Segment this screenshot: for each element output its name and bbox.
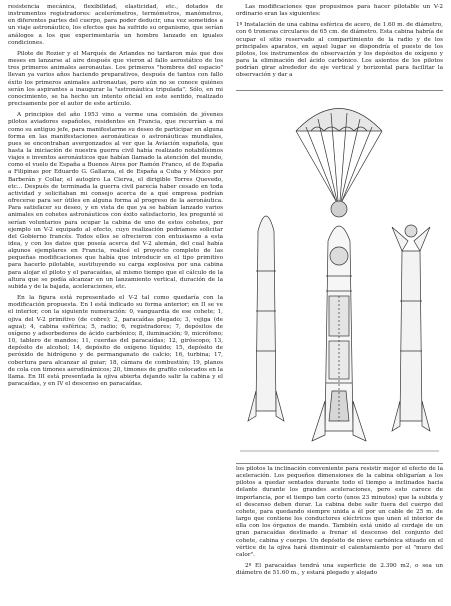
paragraph: Pilote de Rozier y el Marqués de Arlandes no tardaron más que dos meses en lanzarse al aire después que vieron al fallo aerostático de los tres primeros animales aeronautas. Los primeros "hombres del espacio" llevan ya varios años haciendo preparativos, después de tantos con fallo éxito los primeros animales astronautas, pero aún no se conoce quiénes serán los aspirantes a inaugurar la "astronáutica tripulada". Sólo, en mi conocimiento, se ha hecho un intento oficial en este sentido, realizado precisamente por el autor de este artículo.	[8, 50, 223, 108]
cabin-sphere	[331, 201, 347, 217]
rocket-section-ii	[312, 226, 366, 441]
paragraph: los pilotos la inclinación conveniente para resistir mejor el efecto de la aceleración. Los pequeños dimensiones de la cabina obligarían a los pilotos a quedar sentados durante todo el tiempo a inclinados hacia delante durante los grandes aceleraciones, pero esto carece de importancia, por el tiempo tan corto (unos 23 minutos) que la subida y el descenso deben durar. La cabina debe salir fuera del cuerpo del cohete, para quedando siempre unida a él por un cable de 25 m. de largo que contiene los conductores eléctricos que unen el interior de ella con los órganos de mando. También está unido al cordaje de un gran paracaídas destinado a frenar el descenso del conjunto del cohete, cabina y cuerpo. Un depósito de nieve carbónica situado en el vértice de la ojiva hará disminuir el calentamiento por el "muro del calor".	[236, 466, 443, 558]
paragraph: 1º Instalación de una cabina esférica de acero, de 1.60 m. de diámetro, con 6 troneras circulares de 65 cm. de diámetro. Esta cabina habría de ocupar el sitio reservado al compartimiento de la radio y de los principales aparatos, en aquel lugar se dispondría el puesto de los pilotos, los instrumentos de observación y los depósitos de oxígeno y para la eliminación del ácido carbónico. Los asientos de los pilotos podrían girar alrededor de eje vertical y horizontal para facilitar la observación y dar a	[236, 22, 443, 79]
right-column-bottom	[236, 466, 443, 581]
rocket-open-iii	[392, 225, 430, 431]
paragraph: En la figura está representado el V-2 tal como quedaría con la modificación propuesta. En I está indicado su forma anterior; en II se ve el interior, con la siguiente numeración: 0, vanguardia de ese cohete; 1, ojiva del V-2 primitivo (de cobre); 2, paracaídas plegado; 3, vejiga (de agua); 4, cabina esférica; 5, radio; 6, registradores; 7, depósitos de oxígeno y adsorbedores de ácido carbónico; 8, iluminación; 9, micrófono; 10, tablero de mandos; 11, cuerdas del paracaídas; 12, giróscopo; 13, depósito de alcohol; 14, depósito de oxígeno líquido; 15, depósito de peróxido de hidrógeno y de permanganato de calcio; 16, turbina; 17, cobertura para alcanzar al guiar; 18, cámara de combustión; 19, planos de cola con timones aerodinámicos; 20, timones de grafito colocados en la llama. En III está presentada la ojiva abierta dejando salir la cabina y el paracaídas, y en IV el descenso en paracaídas.	[8, 295, 223, 387]
rocket-outline-i	[248, 216, 284, 421]
paragraph: Las modificaciones que propusimos para hacer pilotable un V-2 ordinario eran las siguientes:	[236, 4, 443, 18]
paragraph: resistencia mecánica, flexibilidad, elasticidad, etc., dotados de instrumentos registradores: acelerómetros, termómetros, manómetros, en diferentes partes del cuerpo, para poder deducir, una vez sometidos a un viaje astronáutico, los efectos que ha sufrido su organismo, que serían análogos a los que experimentaría un hombre lanzado en iguales condiciones.	[8, 4, 223, 46]
parachute-illustration	[296, 109, 382, 202]
v2-rocket-figure	[236, 90, 443, 464]
right-column-top	[236, 4, 443, 84]
paragraph: 2º El paracaídas tendrá una superficie de 2.390 m2, o sea un diámetro de 51.60 m., y estará plegado y alojado	[236, 563, 443, 577]
rocket-diagram-svg	[236, 91, 443, 463]
left-column	[8, 4, 223, 392]
paragraph: A principios del año 1953 vino a verme una comisión de jóvenes pilotos aviadores españoles, residentes en Francia, que recurrían a mí como su antiguo jefe, para manifestarme su deseo de participar en alguna forma en las manifestaciones aeronáuticas o astronáuticas mundiales, pues se encontraban avergonzados al ver que la Aviación española, que hasta la iniciación de nuestra guerra civil había realizado notabilísimos viajes e inventos aeronáuticos que habían llamado la atención del mundo, como el vuelo de España a Buenos Aires por Ramón Franco, el de España a Filipinas por Eduardo G. Gallarza, el de España a Cuba y México por Barberán y Collar, el autogiro La Cierva, el dirigible Torres Quevedo, etc... Después de terminada la guerra civil parecía haber cesado en toda actividad y solicitaban mi consejo acerca de a qué empresa podrían ofrecerse para ser útiles en alguna forma al progreso de la aeronáutica. Para satisfacer su deseo, y en vista de que ya se habían lanzado varios animales en cohetes astronáuticos con éxito satisfactorio, les pregunté si serían voluntarios para ocupar la cabina de uno de estos cohetes, por ejemplo un V-2 equipado al efecto, cuyo realización podríamos solicitar del Gobierno francés. Todos ellos se ofrecieron con entusiasmo a esta idea, y con los datos que poseía acerca del V-2 alemán, del cual había algunos ejemplares en Francia, realicé el proyecto completo de las pequeñas modificaciones que había que introducir en el tipo primitivo para hacerlo pilotable, sustituyendo su carga explosiva por una cabina para alojar el piloto y el paracaídas, al mismo tiempo que el cálculo de la altura que se podía alcanzar en un lanzamiento vertical, duración de la subida y de la bajada, aceleraciones, etc.	[8, 112, 223, 290]
